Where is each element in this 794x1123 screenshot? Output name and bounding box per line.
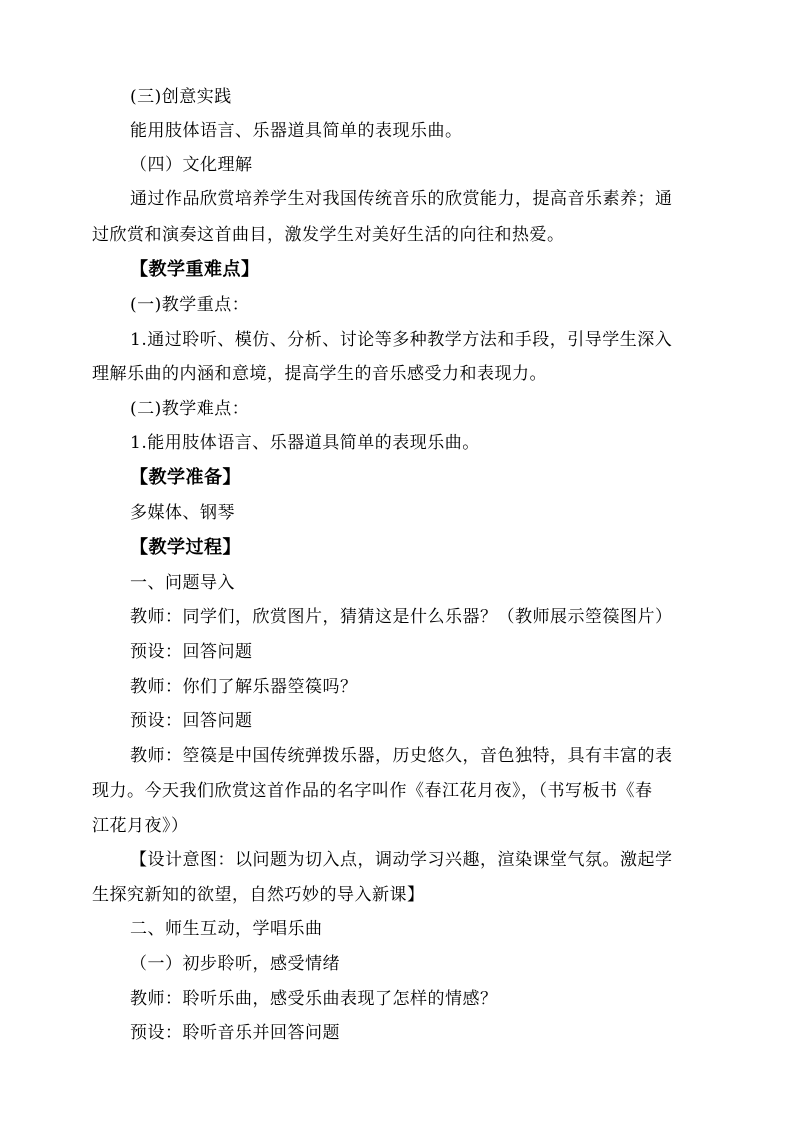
paragraph-line: 1.能用肢体语言、乐器道具简单的表现乐曲。 xyxy=(130,433,480,453)
paragraph-line: 理解乐曲的内涵和意境，提高学生的音乐感受力和表现力。 xyxy=(92,364,547,384)
design-intent-line: 【设计意图：以问题为切入点，调动学习兴趣，渲染课堂气氛。激起学 xyxy=(130,850,673,870)
paragraph-line: 预设：回答问题 xyxy=(130,642,253,662)
subheading-initial-listening: （一）初步聆听，感受情绪 xyxy=(130,954,340,974)
paragraph-line: 教师：箜篌是中国传统弹拨乐器，历史悠久，音色独特，具有丰富的表 xyxy=(130,746,673,766)
paragraph-line: 教师：聆听乐曲，感受乐曲表现了怎样的情感？ xyxy=(130,989,498,1009)
section-heading-creative-practice: (三)创意实践 xyxy=(130,87,232,107)
design-intent-line: 生探究新知的欲望，自然巧妙的导入新课】 xyxy=(92,885,425,905)
paragraph-line: 现力。今天我们欣赏这首作品的名字叫作《春江花月夜》，（书写板书《春 xyxy=(92,781,653,801)
heading-key-difficult-points: 【教学重难点】 xyxy=(130,259,260,280)
paragraph-line: 通过作品欣赏培养学生对我国传统音乐的欣赏能力，提高音乐素养；通 xyxy=(130,189,673,209)
heading-teaching-process: 【教学过程】 xyxy=(130,537,241,558)
subheading-question-intro: 一、问题导入 xyxy=(130,573,235,593)
paragraph-line: 1.通过聆听、模仿、分析、讨论等多种教学方法和手段，引导学生深入 xyxy=(130,330,673,350)
paragraph-line: 预设：聆听音乐并回答问题 xyxy=(130,1023,340,1043)
paragraph-line: 预设：回答问题 xyxy=(130,711,253,731)
subheading-teacher-student-interaction: 二、师生互动，学唱乐曲 xyxy=(130,919,323,939)
subheading-key-points: (一)教学重点： xyxy=(130,295,250,315)
paragraph-line: 教师：同学们，欣赏图片，猜猜这是什么乐器？（教师展示箜篌图片） xyxy=(130,607,673,627)
heading-teaching-preparation: 【教学准备】 xyxy=(130,467,241,488)
paragraph-line: 过欣赏和演奏这首曲目，激发学生对美好生活的向往和热爱。 xyxy=(92,225,565,245)
paragraph-line: 能用肢体语言、乐器道具简单的表现乐曲。 xyxy=(130,121,463,141)
paragraph-line: 江花月夜》） xyxy=(92,816,189,836)
subheading-difficult-points: (二)教学难点： xyxy=(130,399,250,419)
paragraph-line: 教师：你们了解乐器箜篌吗？ xyxy=(130,677,358,697)
section-heading-cultural-understanding: （四）文化理解 xyxy=(130,155,253,175)
paragraph-line: 多媒体、钢琴 xyxy=(130,503,235,523)
